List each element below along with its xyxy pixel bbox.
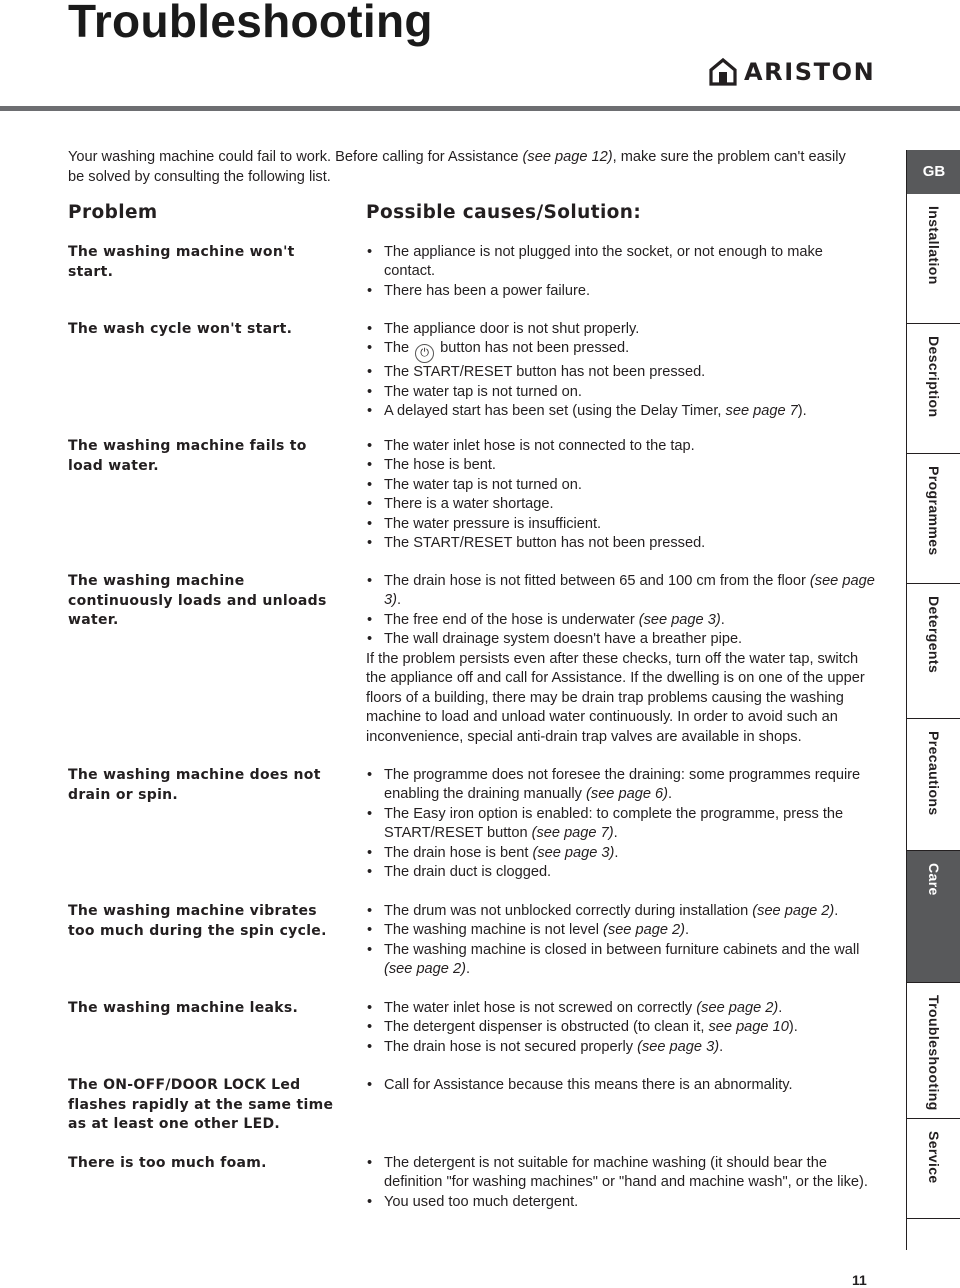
cause-pre: The detergent dispenser is obstructed (to clean it, bbox=[384, 1019, 709, 1036]
problem-text: The washing machine fails to load water. bbox=[68, 438, 307, 474]
cause-ref: (see page 3) bbox=[637, 1038, 720, 1055]
tab-description[interactable] bbox=[907, 324, 960, 454]
cause-pre: The water inlet hose is not screwed on correctly bbox=[384, 1000, 697, 1016]
cause-ref: (see page 7) bbox=[531, 825, 614, 842]
language-badge: GB bbox=[907, 150, 960, 194]
problem-heading: Problem bbox=[68, 202, 158, 223]
causes-list bbox=[366, 243, 876, 301]
cause-item bbox=[366, 921, 876, 940]
cause-item: • The appliance door is not shut properly. bbox=[366, 320, 876, 339]
cause-pre: The drain hose is bent bbox=[384, 844, 533, 861]
causes-list bbox=[366, 766, 876, 882]
tab-label: Installation bbox=[926, 206, 942, 285]
cause-pre: The washing machine is closed in between furniture cabinets and the wall bbox=[384, 941, 860, 958]
cause-ref: see page 7 bbox=[725, 403, 798, 420]
tab-label: Care bbox=[926, 863, 942, 896]
house-logo-icon bbox=[708, 57, 738, 87]
cause-ref: (see page 3) bbox=[532, 844, 615, 861]
cause-post: . bbox=[613, 825, 618, 842]
cause-item: • You used too much detergent. bbox=[366, 1193, 876, 1212]
cause-post: . bbox=[396, 592, 402, 609]
causes-list bbox=[366, 999, 876, 1057]
cause-item: • The drain duct is clogged. bbox=[366, 863, 876, 882]
causes-list bbox=[366, 572, 876, 650]
cause-item: • Call for Assistance because this means there is an abnormality. bbox=[366, 1076, 876, 1095]
tab-label: Troubleshooting bbox=[926, 995, 942, 1111]
problem-text: The wash cycle won't start. bbox=[68, 321, 293, 337]
cause-post: ). bbox=[788, 1019, 798, 1036]
cause-ref: (see page 2) bbox=[696, 1000, 779, 1016]
cause-item bbox=[366, 402, 876, 421]
problem-text: The washing machine does not drain or spin. bbox=[68, 767, 321, 803]
cause-item: • The wall drainage system doesn't have a breather pipe. bbox=[366, 630, 876, 649]
causes-list bbox=[366, 437, 876, 553]
cause-item: • There has been a power failure. bbox=[366, 282, 876, 301]
note-text: If the problem persists even after these checks, turn off the water tap, switch the appliance off and call for Assistance. If the dwelling is on one of the upper floors of a building, there may be drain trap problems causing the washing machine to load and unload water continuously. In order to avoid such an inconvenience, special anti-drain trap valves are available in shops. bbox=[366, 651, 865, 745]
tab-label: Detergents bbox=[926, 596, 942, 674]
tab-detergents[interactable] bbox=[907, 584, 960, 719]
cause-pre: The programme does not foresee the draining: some programmes require enabling the draining manually bbox=[384, 767, 861, 803]
tab-precautions[interactable] bbox=[907, 719, 960, 851]
cause-ref: (see page 2) bbox=[384, 961, 466, 978]
cause-item: • The START/RESET button has not been pressed. bbox=[366, 534, 876, 553]
tab-care[interactable] bbox=[907, 851, 960, 983]
cause-item: • The detergent is not suitable for machine washing (it should bear the definition "for washing machines" or "hand and machine wash", or the like). bbox=[366, 1154, 876, 1193]
cause-item bbox=[366, 1018, 876, 1037]
intro-ref: (see page 12) bbox=[522, 149, 613, 165]
cause-ref: (see page 3) bbox=[638, 611, 721, 628]
cause-post: . bbox=[719, 1038, 724, 1055]
section-sidebar bbox=[906, 150, 960, 1250]
cause-item bbox=[366, 999, 876, 1018]
cause-post: ). bbox=[797, 403, 807, 420]
problem-text: The ON-OFF/DOOR LOCK Led flashes rapidly at the same time as at least one other LED. bbox=[68, 1077, 334, 1132]
tab-troubleshooting[interactable] bbox=[907, 983, 960, 1119]
cause-item: • The water pressure is insufficient. bbox=[366, 515, 876, 534]
cause-ref: see page 10 bbox=[708, 1019, 789, 1036]
cause-pre: The free end of the hose is underwater bbox=[384, 611, 639, 628]
cause-pre: The bbox=[384, 340, 410, 357]
causes-list bbox=[366, 902, 876, 980]
cause-pre: The Easy iron option is enabled: to complete the programme, press the START/RESET button bbox=[384, 805, 844, 842]
page-number: 11 bbox=[852, 1272, 867, 1288]
cause-item: • The water inlet hose is not connected to the tap. bbox=[366, 437, 876, 456]
cause-item bbox=[366, 1038, 876, 1057]
causes-list bbox=[366, 1154, 876, 1212]
cause-post: . bbox=[684, 922, 690, 939]
cause-item bbox=[366, 902, 876, 921]
header-rule bbox=[0, 106, 960, 111]
cause-item bbox=[366, 572, 876, 611]
cause-item: • The water tap is not turned on. bbox=[366, 476, 876, 495]
cause-item: • The water tap is not turned on. bbox=[366, 383, 876, 402]
cause-pre: The drain hose is not secured properly bbox=[384, 1038, 638, 1055]
cause-post: . bbox=[614, 844, 619, 861]
intro-post: , make sure the problem can't easily be solved by consulting the following list. bbox=[68, 149, 846, 185]
cause-post: . bbox=[667, 786, 673, 803]
cause-ref: (see page 3) bbox=[384, 573, 875, 609]
cause-item: • The hose is bent. bbox=[366, 456, 876, 475]
cause-post: . bbox=[778, 1000, 783, 1016]
cause-item: • The START/RESET button has not been pressed. bbox=[366, 363, 876, 382]
problem-text: The washing machine won't start. bbox=[68, 244, 295, 280]
power-icon: ⏻ bbox=[415, 344, 434, 363]
tab-service[interactable] bbox=[907, 1119, 960, 1219]
cause-ref: (see page 6) bbox=[586, 786, 668, 803]
cause-pre: The drain hose is not fitted between 65 and 100 cm from the floor bbox=[384, 573, 810, 589]
tab-installation[interactable] bbox=[907, 194, 960, 324]
intro-pre: Your washing machine could fail to work. Before calling for Assistance bbox=[68, 149, 523, 165]
intro-text bbox=[68, 148, 858, 187]
cause-post: . bbox=[465, 961, 471, 978]
problem-text: There is too much foam. bbox=[68, 1155, 267, 1171]
problem-text: The washing machine continuously loads and unloads water. bbox=[68, 573, 327, 628]
cause-post: . bbox=[834, 903, 839, 919]
solution-heading: Possible causes/Solution: bbox=[366, 202, 642, 223]
tab-label: Programmes bbox=[926, 466, 942, 556]
page-title: Troubleshooting bbox=[68, 0, 433, 47]
brand-logo bbox=[708, 56, 875, 88]
cause-item bbox=[366, 941, 876, 980]
problem-text: The washing machine leaks. bbox=[68, 1000, 299, 1016]
cause-item: • The appliance is not plugged into the socket, or not enough to make contact. bbox=[366, 243, 876, 282]
cause-item: • There is a water shortage. bbox=[366, 495, 876, 514]
cause-ref: (see page 2) bbox=[603, 922, 685, 939]
cause-pre: The washing machine is not level bbox=[384, 922, 604, 939]
cause-pre: The drum was not unblocked correctly during installation bbox=[384, 903, 753, 919]
cause-pre: A delayed start has been set (using the Delay Timer, bbox=[384, 403, 726, 420]
tab-label: Service bbox=[926, 1131, 942, 1184]
tab-programmes[interactable] bbox=[907, 454, 960, 584]
cause-item bbox=[366, 611, 876, 630]
causes-list bbox=[366, 1076, 876, 1095]
cause-item bbox=[366, 339, 876, 363]
cause-item bbox=[366, 805, 876, 844]
cause-post: button has not been pressed. bbox=[440, 340, 630, 357]
causes-list bbox=[366, 320, 876, 422]
problem-text: The washing machine vibrates too much during the spin cycle. bbox=[68, 903, 327, 939]
cause-item bbox=[366, 766, 876, 805]
cause-item bbox=[366, 844, 876, 863]
cause-post: . bbox=[720, 611, 725, 628]
tab-label: Description bbox=[926, 336, 942, 418]
cause-ref: (see page 2) bbox=[752, 903, 835, 919]
brand-name: ARISTON bbox=[744, 58, 876, 86]
tab-label: Precautions bbox=[926, 731, 942, 816]
